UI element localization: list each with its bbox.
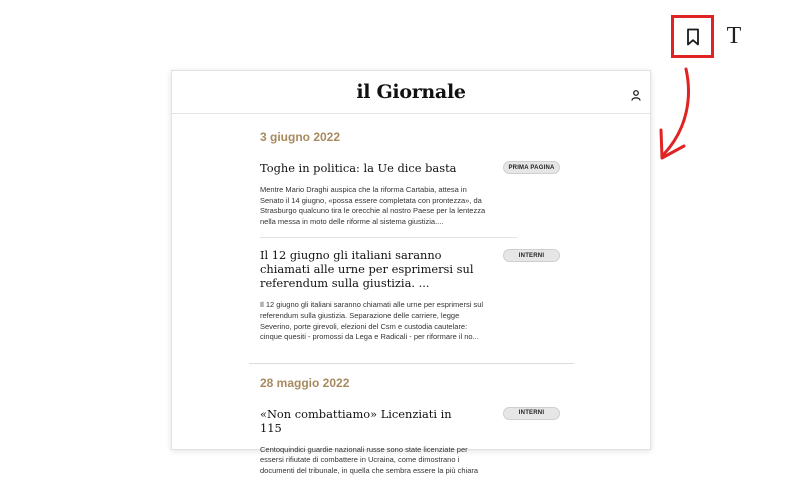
article-item[interactable] bbox=[249, 161, 573, 227]
article-excerpt: Il 12 giugno gli italiani saranno chiamati alle urne per esprimersi sul referendum sulla giustizia. Separazione delle carriere, legge Severino, porte girevoli, elezioni del Csm e custodia cautelare: cinque quesiti - promossi da Lega e Radicali - per riformare il no... bbox=[260, 300, 484, 342]
category-badge[interactable]: INTERNI bbox=[503, 249, 560, 262]
text-size-icon: T bbox=[726, 22, 742, 49]
section-divider bbox=[249, 363, 574, 364]
article-feed bbox=[172, 130, 650, 477]
bookmark-icon bbox=[686, 28, 700, 46]
article-list-panel bbox=[171, 70, 651, 475]
text-size-button[interactable] bbox=[722, 23, 746, 49]
article-item[interactable] bbox=[249, 407, 573, 477]
site-logo: il Giornale bbox=[356, 81, 466, 103]
user-icon[interactable] bbox=[631, 90, 641, 101]
article-item[interactable] bbox=[249, 248, 573, 342]
date-heading: 28 maggio 2022 bbox=[260, 375, 350, 390]
article-title[interactable]: Toghe in politica: la Ue dice basta bbox=[260, 161, 457, 175]
category-badge[interactable]: PRIMA PAGINA bbox=[503, 161, 560, 174]
article-excerpt: Mentre Mario Draghi auspica che la riforma Cartabia, attesa in Senato il 14 giugno, «possa essere completata con prontezza», da Strasburgo qualcuno tira le orecchie al nostro Paese per la lentezza nella messa in moto delle riforme al sistema giustizia.... bbox=[260, 185, 486, 226]
article-title[interactable]: Il 12 giugno gli italiani saranno chiamati alle urne per esprimersi sul referendum sulla giustizia. ... bbox=[260, 248, 474, 291]
article-excerpt: Centoquindici guardie nazionali russe sono state licenziate per essersi rifiutate di combattere in Ucraina, come dimostrano i documenti del tribunale, in quella che sembra essere la più chiara bbox=[260, 444, 479, 475]
bookmark-button[interactable] bbox=[671, 15, 714, 58]
article-title[interactable]: «Non combattiamo» Licenziati in 115 bbox=[260, 406, 452, 435]
category-badge[interactable]: INTERNI bbox=[503, 407, 560, 420]
article-divider bbox=[260, 237, 517, 238]
app-header bbox=[172, 71, 650, 114]
date-heading: 3 giugno 2022 bbox=[260, 130, 341, 144]
